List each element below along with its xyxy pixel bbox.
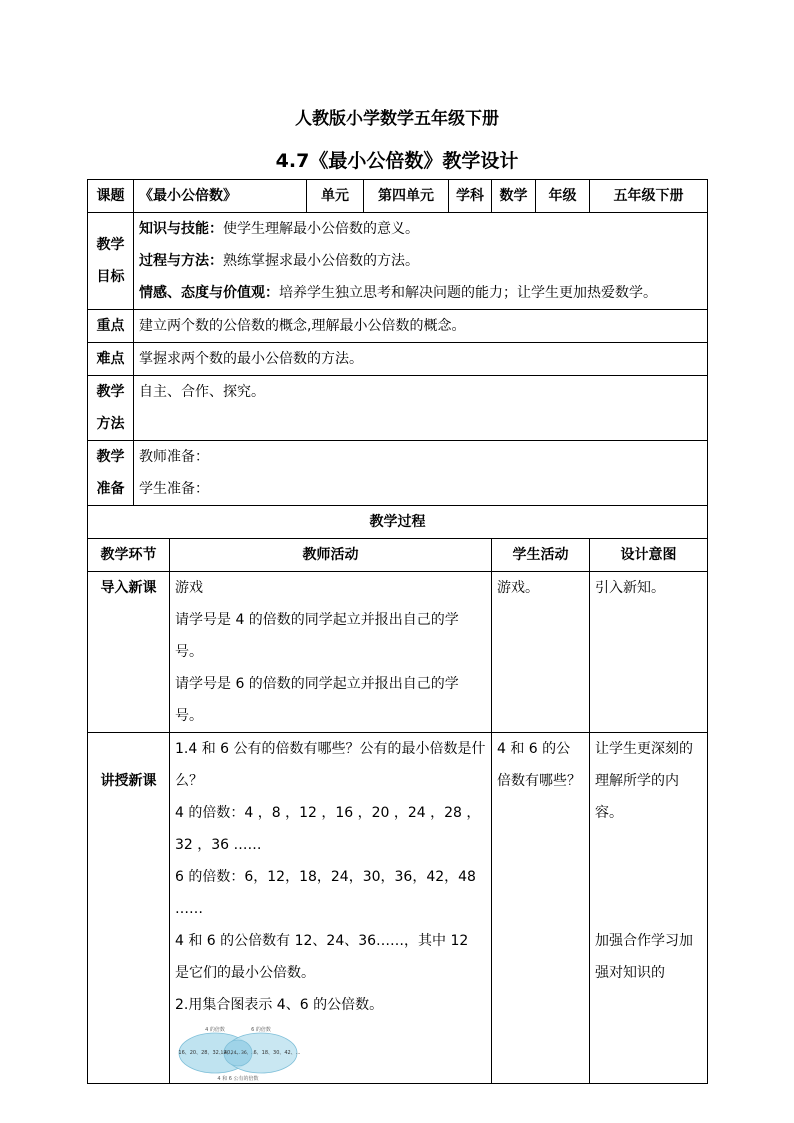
- teach-l5: 2.用集合图表示 4、6 的公倍数。: [175, 997, 384, 1013]
- difficult-text: 掌握求两个数的最小公倍数的方法。: [134, 343, 708, 376]
- intro-student: 游戏。: [492, 572, 590, 733]
- teach-intent2: 加强合作学习加强对知识的: [595, 933, 693, 981]
- venn-right-items: 6、18、30、42、...: [253, 1050, 301, 1056]
- teach-l1: 1.4 和 6 公有的倍数有哪些？公有的最小倍数是什么？: [175, 741, 486, 789]
- prep-label: [88, 441, 134, 506]
- teach-student: 4 和 6 的公倍数有哪些？: [492, 733, 590, 1084]
- method-text: 自主、合作、探究。: [134, 376, 708, 441]
- unit-value: 第四单元: [364, 180, 449, 213]
- prep-content: [134, 441, 708, 506]
- venn-right-title: 6 的倍数: [251, 1027, 271, 1033]
- doc-title: 人教版小学数学五年级下册: [295, 109, 499, 129]
- method-label-2: 方法: [96, 416, 125, 432]
- venn-diagram: [175, 1025, 486, 1083]
- prep-student: 学生准备：: [139, 481, 209, 497]
- emotion-text: 培养学生独立思考和解决问题的能力；让学生更加热爱数学。: [279, 285, 657, 301]
- goals-content: [134, 213, 708, 310]
- teach-row: [88, 733, 708, 1084]
- col-teacher: 教师活动: [170, 539, 492, 572]
- goals-label-2: 目标: [96, 269, 125, 285]
- topic-value: 《最小公倍数》: [134, 180, 307, 213]
- emotion-label: 情感、态度与价值观：: [139, 285, 279, 301]
- unit-label: 单元: [307, 180, 364, 213]
- venn-left-items: 16、20、28、32、40、...: [178, 1050, 240, 1056]
- difficult-row: [88, 343, 708, 376]
- venn-center-items: 12、24、36、...: [220, 1051, 256, 1056]
- prep-teacher: 教师准备：: [139, 449, 209, 465]
- difficult-label: 难点: [88, 343, 134, 376]
- knowledge-label: 知识与技能：: [139, 221, 223, 237]
- intro-row: [88, 572, 708, 733]
- intro-t2: 请学号是 4 的倍数的同学起立并报出自己的学号。: [175, 612, 459, 660]
- intro-t1: 游戏: [175, 580, 203, 596]
- venn-left-title: 4 的倍数: [205, 1027, 225, 1033]
- teach-l4: 4 和 6 的公倍数有 12、24、36……，其中 12 是它们的最小公倍数。: [175, 933, 469, 981]
- teach-intent: [590, 733, 708, 1084]
- key-row: [88, 310, 708, 343]
- intro-stage: 导入新课: [88, 572, 170, 733]
- intro-t3: 请学号是 6 的倍数的同学起立并报出自己的学号。: [175, 676, 459, 724]
- grade-label: 年级: [536, 180, 590, 213]
- process-label: 过程与方法：: [139, 253, 223, 269]
- topic-label: 课题: [88, 180, 134, 213]
- intro-teacher: [170, 572, 492, 733]
- subject-label: 学科: [449, 180, 492, 213]
- venn-bottom-label: 4 和 6 公有的倍数: [217, 1076, 259, 1082]
- teach-intent1: 让学生更深刻的理解所学的内容。: [595, 741, 693, 821]
- lesson-plan-table: [87, 179, 708, 1084]
- goals-label: [88, 213, 134, 310]
- method-label-1: 教学: [96, 384, 125, 400]
- teach-l2: 4 的倍数：4 ，8 ，12 ，16 ，20 ，24 ，28 ，32 ，36 ……: [175, 805, 481, 853]
- col-stage: 教学环节: [88, 539, 170, 572]
- col-student: 学生活动: [492, 539, 590, 572]
- teach-l3: 6 的倍数：6，12，18，24，30，36，42，48 ……: [175, 869, 476, 917]
- prep-label-1: 教学: [96, 449, 125, 465]
- prep-label-2: 准备: [96, 481, 125, 497]
- process-title-row: [88, 506, 708, 539]
- col-intent: 设计意图: [590, 539, 708, 572]
- key-label: 重点: [88, 310, 134, 343]
- doc-subtitle: 4.7《最小公倍数》教学设计: [275, 150, 519, 172]
- goals-row: [88, 213, 708, 310]
- process-title: 教学过程: [88, 506, 708, 539]
- process-header-row: [88, 539, 708, 572]
- grade-value: 五年级下册: [590, 180, 708, 213]
- key-text: 建立两个数的公倍数的概念,理解最小公倍数的概念。: [134, 310, 708, 343]
- intro-intent: 引入新知。: [590, 572, 708, 733]
- venn-svg: [175, 1025, 315, 1083]
- method-row: [88, 376, 708, 441]
- subject-value: 数学: [492, 180, 536, 213]
- info-row: [88, 180, 708, 213]
- method-label: [88, 376, 134, 441]
- process-text: 熟练掌握求最小公倍数的方法。: [223, 253, 419, 269]
- prep-row: [88, 441, 708, 506]
- teach-stage: 讲授新课: [88, 733, 170, 1084]
- goals-label-1: 教学: [96, 237, 125, 253]
- knowledge-text: 使学生理解最小公倍数的意义。: [223, 221, 419, 237]
- teach-teacher: [170, 733, 492, 1084]
